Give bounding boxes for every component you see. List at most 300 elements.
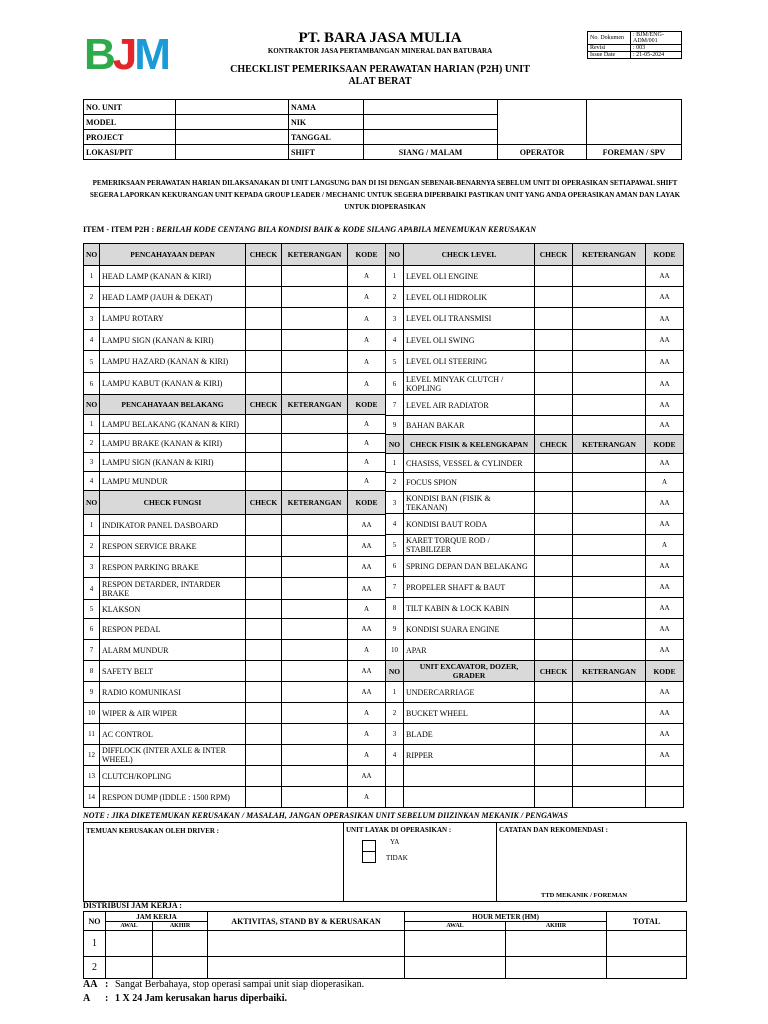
- keterangan-cell[interactable]: [573, 619, 646, 640]
- checklist-row: [84, 682, 386, 703]
- keterangan-cell[interactable]: [573, 535, 646, 556]
- check-cell[interactable]: [246, 287, 282, 308]
- check-cell[interactable]: [246, 415, 282, 434]
- item-number: 9: [386, 416, 404, 435]
- item-number: 7: [386, 577, 404, 598]
- check-cell[interactable]: [535, 766, 573, 787]
- section-header: [84, 244, 386, 266]
- keterangan-cell[interactable]: [573, 682, 646, 703]
- legend-aa-text: Sangat Berbahaya, stop operasi sampai unit siap dioperasikan.: [115, 979, 365, 990]
- item-number: 6: [386, 556, 404, 577]
- col-kode-header: KODE: [348, 395, 386, 415]
- company-name: PT. BARA JASA MULIA: [298, 30, 462, 46]
- item-name: LAMPU HAZARD (KANAN & KIRI): [100, 351, 246, 373]
- checklist-row: [84, 557, 386, 578]
- check-cell[interactable]: [535, 745, 573, 766]
- keterangan-cell[interactable]: [282, 640, 348, 661]
- dist-cell[interactable]: [607, 957, 687, 979]
- check-cell[interactable]: [246, 330, 282, 351]
- check-cell[interactable]: [535, 416, 573, 435]
- company-subtitle: KONTRAKTOR JASA PERTAMBANGAN MINERAL DAN BATUBARA: [267, 47, 493, 55]
- item-name: FOCUS SPION: [404, 473, 535, 492]
- checklist-row: [84, 351, 386, 373]
- dist-row-number: 2: [84, 957, 106, 979]
- form-title: CHECKLIST PEMERIKSAAN PERAWATAN HARIAN (P2H) UNIT: [230, 64, 530, 75]
- checklist-row: [84, 619, 386, 640]
- check-cell[interactable]: [246, 661, 282, 682]
- check-cell[interactable]: [535, 473, 573, 492]
- keterangan-cell[interactable]: [282, 351, 348, 373]
- keterangan-cell[interactable]: [282, 330, 348, 351]
- keterangan-cell[interactable]: [573, 454, 646, 473]
- check-cell[interactable]: [535, 514, 573, 535]
- checklist-row: [386, 619, 684, 640]
- distribution-title: DISTRIBUSI JAM KERJA :: [83, 901, 182, 910]
- check-cell[interactable]: [246, 703, 282, 724]
- item-code: A: [348, 434, 386, 453]
- col-kode-header: KODE: [646, 661, 684, 682]
- check-cell[interactable]: [535, 535, 573, 556]
- check-cell[interactable]: [246, 557, 282, 578]
- item-code: AA: [646, 308, 684, 330]
- foreman-signature-box[interactable]: [587, 100, 682, 145]
- item-code: A: [348, 308, 386, 330]
- item-code: A: [348, 745, 386, 766]
- checklist-row: [386, 373, 684, 395]
- check-cell[interactable]: [246, 682, 282, 703]
- item-number: 12: [84, 745, 100, 766]
- item-name: KLAKSON: [100, 600, 246, 619]
- section-header: [84, 491, 386, 515]
- check-cell[interactable]: [535, 330, 573, 351]
- keterangan-cell[interactable]: [573, 514, 646, 535]
- keterangan-cell[interactable]: [573, 395, 646, 416]
- check-cell[interactable]: [246, 308, 282, 330]
- dist-cell[interactable]: [208, 957, 405, 979]
- keterangan-cell[interactable]: [282, 600, 348, 619]
- item-code: AA: [348, 536, 386, 557]
- keterangan-cell[interactable]: [282, 724, 348, 745]
- item-code: AA: [646, 330, 684, 351]
- item-number: 7: [84, 640, 100, 661]
- item-number: 6: [84, 619, 100, 640]
- checklist-row: [386, 787, 684, 808]
- keterangan-cell[interactable]: [282, 434, 348, 453]
- keterangan-cell[interactable]: [282, 373, 348, 395]
- shift-value[interactable]: SIANG / MALAM: [364, 145, 498, 160]
- item-number: 8: [84, 661, 100, 682]
- item-name: LAMPU SIGN (KANAN & KIRI): [100, 453, 246, 472]
- item-code: A: [348, 330, 386, 351]
- keterangan-cell[interactable]: [282, 703, 348, 724]
- keterangan-cell[interactable]: [573, 373, 646, 395]
- unit-feasibility-label: UNIT LAYAK DI OPERASIKAN :: [346, 826, 452, 834]
- item-name: DIFFLOCK (INTER AXLE & INTER WHEEL): [100, 745, 246, 766]
- item-code: AA: [646, 703, 684, 724]
- item-number: 4: [386, 514, 404, 535]
- check-cell[interactable]: [535, 351, 573, 373]
- item-name: BLADE: [404, 724, 535, 745]
- item-code: A: [348, 600, 386, 619]
- item-code: AA: [348, 682, 386, 703]
- keterangan-cell[interactable]: [573, 330, 646, 351]
- issue-date-label: Issue Date: [588, 52, 631, 59]
- tidak-checkbox[interactable]: [362, 851, 376, 863]
- item-name: RADIO KOMUNIKASI: [100, 682, 246, 703]
- check-cell[interactable]: [246, 536, 282, 557]
- unit-number-label: NO. UNIT: [84, 100, 176, 115]
- document-info-table: [587, 31, 682, 59]
- keterangan-cell[interactable]: [573, 703, 646, 724]
- nik-label: NIK: [289, 115, 364, 130]
- jam-awal-header: AWAL: [106, 922, 153, 931]
- item-number: 5: [386, 535, 404, 556]
- item-code: A: [348, 415, 386, 434]
- keterangan-cell[interactable]: [282, 661, 348, 682]
- item-code: AA: [646, 724, 684, 745]
- keterangan-cell[interactable]: [573, 745, 646, 766]
- check-cell[interactable]: [535, 640, 573, 661]
- dist-cell[interactable]: [506, 931, 607, 957]
- keterangan-cell[interactable]: [573, 351, 646, 373]
- section-title: PENCAHAYAAN DEPAN: [100, 244, 246, 266]
- item-code: A: [348, 724, 386, 745]
- check-cell[interactable]: [246, 640, 282, 661]
- check-cell[interactable]: [535, 577, 573, 598]
- foreman-label: FOREMAN / SPV: [587, 145, 682, 160]
- item-name: LAMPU ROTARY: [100, 308, 246, 330]
- item-code: AA: [348, 661, 386, 682]
- date-field[interactable]: [364, 130, 498, 145]
- legend-a-sep: :: [105, 993, 109, 1004]
- checklist-row: [386, 640, 684, 661]
- keterangan-cell[interactable]: [282, 766, 348, 787]
- check-cell[interactable]: [535, 454, 573, 473]
- check-cell[interactable]: [535, 703, 573, 724]
- item-name: APAR: [404, 640, 535, 661]
- item-number: [386, 787, 404, 808]
- check-cell[interactable]: [246, 453, 282, 472]
- keterangan-cell[interactable]: [282, 536, 348, 557]
- keterangan-cell[interactable]: [573, 787, 646, 808]
- col-keterangan-header: KETERANGAN: [573, 661, 646, 682]
- item-number: 1: [386, 682, 404, 703]
- check-cell[interactable]: [535, 598, 573, 619]
- col-check-header: CHECK: [246, 491, 282, 515]
- col-no-header: NO: [386, 661, 404, 682]
- section-title: CHECK FISIK & KELENGKAPAN: [404, 435, 535, 454]
- keterangan-cell[interactable]: [573, 308, 646, 330]
- logo-letter-j: J: [112, 30, 135, 79]
- item-number: 2: [84, 434, 100, 453]
- location-field[interactable]: [176, 145, 289, 160]
- dist-cell[interactable]: [405, 957, 506, 979]
- checklist-row: [386, 724, 684, 745]
- item-name: KARET TORQUE ROD / STABILIZER: [404, 535, 535, 556]
- item-code: A: [348, 787, 386, 808]
- item-code: AA: [646, 287, 684, 308]
- item-code: AA: [646, 416, 684, 435]
- items-title: [83, 225, 536, 234]
- item-number: 1: [84, 266, 100, 287]
- dist-cell[interactable]: [153, 957, 208, 979]
- item-code: AA: [646, 598, 684, 619]
- check-cell[interactable]: [246, 472, 282, 491]
- check-cell[interactable]: [246, 766, 282, 787]
- nik-field[interactable]: [364, 115, 498, 130]
- item-code: [646, 766, 684, 787]
- item-number: 4: [84, 330, 100, 351]
- item-number: 3: [386, 492, 404, 514]
- keterangan-cell[interactable]: [573, 266, 646, 287]
- item-number: 3: [386, 308, 404, 330]
- dist-cell[interactable]: [153, 931, 208, 957]
- check-cell[interactable]: [535, 373, 573, 395]
- item-number: 3: [386, 724, 404, 745]
- check-cell[interactable]: [246, 619, 282, 640]
- col-check-header: CHECK: [535, 244, 573, 266]
- check-cell[interactable]: [246, 266, 282, 287]
- col-check-header: CHECK: [246, 244, 282, 266]
- checklist-row: [84, 415, 386, 434]
- company-logo: [84, 30, 168, 80]
- checklist-row: [84, 515, 386, 536]
- date-label: TANGGAL: [289, 130, 364, 145]
- check-cell[interactable]: [246, 351, 282, 373]
- col-keterangan-header: KETERANGAN: [282, 244, 348, 266]
- logo-letter-b: B: [84, 30, 113, 79]
- item-code: A: [348, 373, 386, 395]
- item-number: 4: [386, 745, 404, 766]
- section-header: [84, 395, 386, 415]
- item-number: 2: [84, 287, 100, 308]
- item-number: 10: [386, 640, 404, 661]
- item-code: AA: [646, 514, 684, 535]
- item-name: KONDISI BAUT RODA: [404, 514, 535, 535]
- check-cell[interactable]: [535, 556, 573, 577]
- col-keterangan-header: KETERANGAN: [573, 244, 646, 266]
- check-cell[interactable]: [246, 600, 282, 619]
- item-number: 4: [84, 578, 100, 600]
- item-number: 5: [84, 600, 100, 619]
- check-cell[interactable]: [535, 492, 573, 514]
- warning-note: [83, 811, 568, 820]
- item-name: LEVEL AIR RADIATOR: [404, 395, 535, 416]
- checklist-row: [84, 724, 386, 745]
- keterangan-cell[interactable]: [282, 472, 348, 491]
- checklist-row: [386, 473, 684, 492]
- section-title: PENCAHAYAAN BELAKANG: [100, 395, 246, 415]
- item-name: WIPER & AIR WIPER: [100, 703, 246, 724]
- revision-value: : 003: [631, 45, 682, 52]
- item-code: A: [646, 473, 684, 492]
- item-name: RESPON SERVICE BRAKE: [100, 536, 246, 557]
- keterangan-cell[interactable]: [573, 724, 646, 745]
- item-number: 2: [84, 536, 100, 557]
- checklist-row: [84, 434, 386, 453]
- operator-signature-box[interactable]: [498, 100, 587, 145]
- keterangan-cell[interactable]: [573, 556, 646, 577]
- item-code: A: [348, 453, 386, 472]
- item-number: 6: [84, 373, 100, 395]
- item-name: TILT KABIN & LOCK KABIN: [404, 598, 535, 619]
- checklist-row: [84, 661, 386, 682]
- check-cell[interactable]: [535, 724, 573, 745]
- unit-feasibility-box: [344, 823, 497, 902]
- item-number: 10: [84, 703, 100, 724]
- keterangan-cell[interactable]: [573, 766, 646, 787]
- keterangan-cell[interactable]: [573, 598, 646, 619]
- instructions-text: PEMERIKSAAN PERAWATAN HARIAN DILAKSANAKAN DI UNIT LANGSUNG DAN DI ISI DENGAN SEBENAR-BENARNYA SEBELUM UNIT DI OPERASIKAN SETIAPAWAL SHIFT SEGERA LAPORKAN KEKURANGAN UNIT KEPADA GROUP LEADER / MECHANIC UNTUK SEGERA DIPERBAIKI PASTIKAN UNIT YANG ANDA OPERASIKAN AMAN DAN LAYAK UNTUK DIOPERASIKAN: [89, 179, 681, 211]
- dist-cell[interactable]: [405, 931, 506, 957]
- project-label: PROJECT: [84, 130, 176, 145]
- legend-a-text: 1 X 24 Jam kerusakan harus diperbaiki.: [115, 993, 287, 1004]
- checklist-row: [84, 703, 386, 724]
- total-header: TOTAL: [607, 912, 687, 931]
- dist-cell[interactable]: [106, 931, 153, 957]
- keterangan-cell[interactable]: [282, 745, 348, 766]
- damage-findings-box[interactable]: [84, 823, 344, 902]
- section-title: UNIT EXCAVATOR, DOZER, GRADER: [404, 661, 535, 682]
- item-code: AA: [348, 578, 386, 600]
- dist-cell[interactable]: [607, 931, 687, 957]
- location-label: LOKASI/PIT: [84, 145, 176, 160]
- check-cell[interactable]: [246, 578, 282, 600]
- keterangan-cell[interactable]: [282, 308, 348, 330]
- item-name: INDIKATOR PANEL DASBOARD: [100, 515, 246, 536]
- checklist-row: [84, 308, 386, 330]
- item-name: BAHAN BAKAR: [404, 416, 535, 435]
- item-code: AA: [646, 492, 684, 514]
- checklist-row: [84, 287, 386, 308]
- keterangan-cell[interactable]: [282, 578, 348, 600]
- keterangan-cell[interactable]: [282, 266, 348, 287]
- keterangan-cell[interactable]: [573, 640, 646, 661]
- checklist-row: [386, 266, 684, 287]
- checklist-row: [386, 682, 684, 703]
- col-keterangan-header: KETERANGAN: [282, 491, 348, 515]
- check-cell[interactable]: [535, 395, 573, 416]
- keterangan-cell[interactable]: [282, 682, 348, 703]
- dist-cell[interactable]: [106, 957, 153, 979]
- keterangan-cell[interactable]: [282, 787, 348, 808]
- col-check-header: CHECK: [246, 395, 282, 415]
- dist-cell[interactable]: [208, 931, 405, 957]
- keterangan-cell[interactable]: [573, 473, 646, 492]
- ya-label: YA: [390, 838, 400, 846]
- keterangan-cell[interactable]: [573, 287, 646, 308]
- check-cell[interactable]: [246, 787, 282, 808]
- item-name: LEVEL OLI ENGINE: [404, 266, 535, 287]
- keterangan-cell[interactable]: [573, 577, 646, 598]
- col-check-header: CHECK: [535, 661, 573, 682]
- item-code: AA: [646, 556, 684, 577]
- item-name: RESPON PARKING BRAKE: [100, 557, 246, 578]
- legend-aa-sep: :: [105, 979, 109, 990]
- item-code: A: [348, 266, 386, 287]
- check-cell[interactable]: [535, 308, 573, 330]
- model-field[interactable]: [176, 115, 289, 130]
- project-field[interactable]: [176, 130, 289, 145]
- keterangan-cell[interactable]: [282, 287, 348, 308]
- check-cell[interactable]: [246, 745, 282, 766]
- checklist-row: [386, 577, 684, 598]
- keterangan-cell[interactable]: [282, 557, 348, 578]
- section-title: CHECK LEVEL: [404, 244, 535, 266]
- check-cell[interactable]: [535, 682, 573, 703]
- checklist-row: [84, 640, 386, 661]
- col-kode-header: KODE: [348, 491, 386, 515]
- item-name: BUCKET WHEEL: [404, 703, 535, 724]
- item-number: 9: [386, 619, 404, 640]
- section-title: CHECK FUNGSI: [100, 491, 246, 515]
- damage-findings-label: TEMUAN KERUSAKAN OLEH DRIVER :: [86, 827, 220, 835]
- keterangan-cell[interactable]: [282, 619, 348, 640]
- issue-date-value: : 21-05-2024: [631, 52, 682, 59]
- recommendation-box[interactable]: [497, 823, 687, 902]
- item-name: LEVEL OLI TRANSMISI: [404, 308, 535, 330]
- section-header: [386, 244, 684, 266]
- item-code: AA: [348, 766, 386, 787]
- keterangan-cell[interactable]: [282, 453, 348, 472]
- item-code: [646, 787, 684, 808]
- item-code: AA: [646, 640, 684, 661]
- item-code: A: [348, 287, 386, 308]
- checklist-row: [386, 330, 684, 351]
- item-name: KONDISI BAN (FISIK & TEKANAN): [404, 492, 535, 514]
- keterangan-cell[interactable]: [282, 415, 348, 434]
- check-cell[interactable]: [246, 373, 282, 395]
- item-name: CLUTCH/KOPLING: [100, 766, 246, 787]
- checklist-row: [84, 472, 386, 491]
- item-code: AA: [348, 515, 386, 536]
- check-cell[interactable]: [246, 724, 282, 745]
- item-number: 2: [386, 703, 404, 724]
- name-field[interactable]: [364, 100, 498, 115]
- col-no-header: NO: [84, 395, 100, 415]
- item-name: KONDISI SUARA ENGINE: [404, 619, 535, 640]
- operator-label: OPERATOR: [498, 145, 587, 160]
- dist-cell[interactable]: [506, 957, 607, 979]
- legend-a-code: A: [83, 993, 91, 1004]
- item-number: 3: [84, 453, 100, 472]
- check-cell[interactable]: [535, 619, 573, 640]
- keterangan-cell[interactable]: [573, 416, 646, 435]
- model-label: MODEL: [84, 115, 176, 130]
- check-cell[interactable]: [246, 434, 282, 453]
- item-code: AA: [348, 619, 386, 640]
- item-name: LAMPU MUNDUR: [100, 472, 246, 491]
- check-cell[interactable]: [535, 287, 573, 308]
- item-name: HEAD LAMP (KANAN & KIRI): [100, 266, 246, 287]
- item-number: [386, 766, 404, 787]
- keterangan-cell[interactable]: [282, 515, 348, 536]
- check-cell[interactable]: [535, 266, 573, 287]
- check-cell[interactable]: [535, 787, 573, 808]
- checklist-row: [84, 578, 386, 600]
- checklist-row: [84, 330, 386, 351]
- unit-number-field[interactable]: [176, 100, 289, 115]
- keterangan-cell[interactable]: [573, 492, 646, 514]
- shift-label: SHIFT: [289, 145, 364, 160]
- right-checklist-table: [385, 243, 684, 808]
- check-cell[interactable]: [246, 515, 282, 536]
- warning-note-text: NOTE : JIKA DIKETEMUKAN KERUSAKAN / MASALAH, JANGAN OPERASIKAN UNIT SEBELUM DIIZINKAN MEKANIK / PENGAWAS: [83, 811, 568, 820]
- item-name: LAMPU SIGN (KANAN & KIRI): [100, 330, 246, 351]
- items-title-instruction: BERILAH KODE CENTANG BILA KONDISI BAIK & KODE SILANG APABILA MENEMUKAN KERUSAKAN: [154, 225, 536, 234]
- item-number: 4: [386, 330, 404, 351]
- legend-aa-code: AA: [83, 979, 98, 990]
